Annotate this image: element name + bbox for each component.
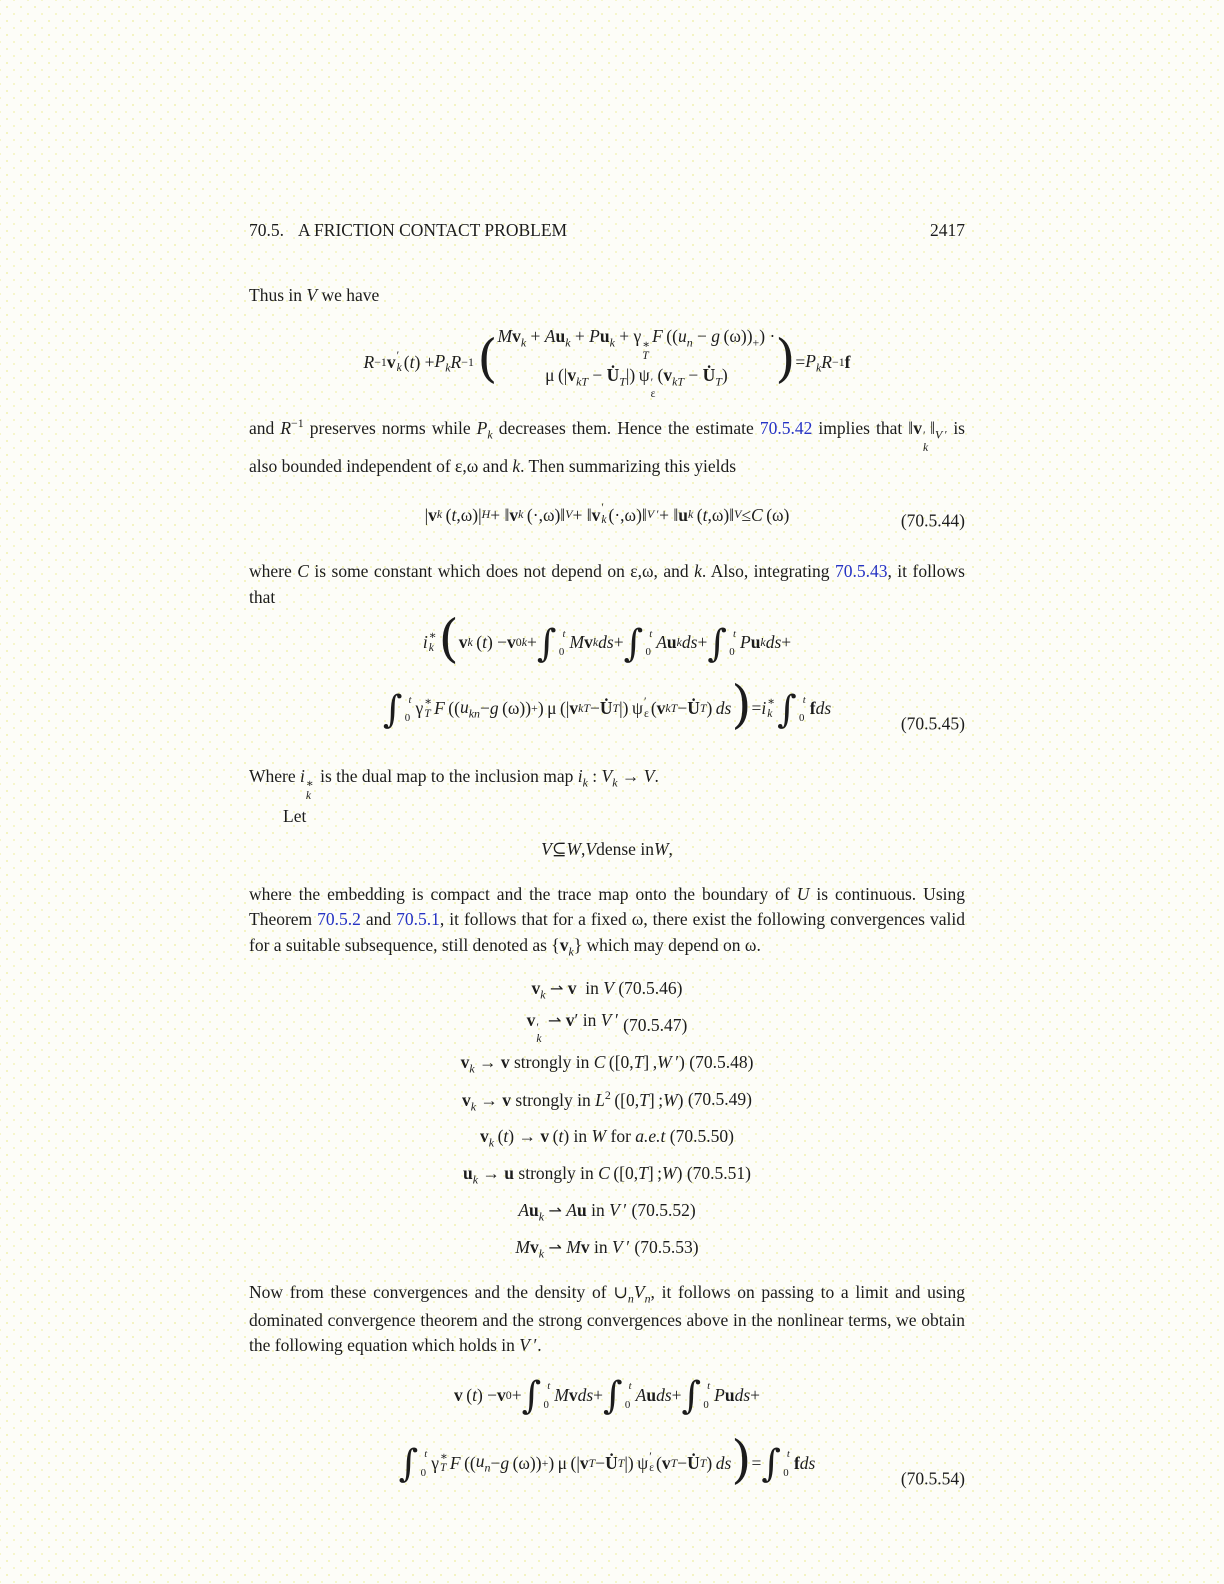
text-segment: where the embedding is compact and the trace map onto the boundary of U is continuous. Using Theorem <box>249 883 965 930</box>
equation-body: $v_k \to v$ strongly in C ([0,T] ,W ′) <box>460 1052 685 1076</box>
equation-number: (70.5.53) <box>634 1237 699 1258</box>
text-segment: , it follows that for a fixed ω, there exist the following convergences valid for a suitable subsequence, still denoted as $\{v_k\}$ which may depend on ω. <box>249 909 965 959</box>
convergence-row <box>249 1155 965 1192</box>
intro-text: Thus in V we have <box>249 285 380 305</box>
equation-body: V ⊆ W , V dense in W , <box>541 838 673 859</box>
equation-70-5-45-line2 <box>249 675 965 754</box>
page-header <box>249 220 965 241</box>
equation-body: v ( t ) − v 0 + ∫ t 0 M v ds + ∫ t 0 A u ds + ∫ t 0 P u ds + <box>453 1373 760 1418</box>
convergence-row <box>249 1081 965 1118</box>
text-segment: , it follows that <box>249 561 965 607</box>
convergence-list <box>249 970 965 1266</box>
equation-number: (70.5.45) <box>900 713 965 734</box>
text-segment: implies that ‖v ′ k $‖_{V '}$ is also bounded independent of ε,ω and k. Then summarizing this yields <box>249 417 965 477</box>
ref-link-70-5-43[interactable]: 70.5.43 <box>834 561 888 582</box>
paragraph-estimate <box>249 415 965 479</box>
equation-body: $Au_k$ ⇀ Au in V ′ <box>518 1200 628 1224</box>
equation-number: (70.5.47) <box>623 1015 688 1036</box>
equation-body: $Mv_k$ ⇀ Mv in V ′ <box>515 1237 631 1261</box>
ref-link-70-5-1[interactable]: 70.5.1 <box>396 909 440 930</box>
paragraph-constant <box>249 559 965 610</box>
convergence-row <box>249 970 965 1007</box>
convergence-row <box>249 1044 965 1081</box>
convergence-row <box>249 1229 965 1266</box>
equation-number: (70.5.46) <box>618 978 683 999</box>
equation-main-unnumbered <box>249 324 965 401</box>
equation-body: $v_k$ (t) → v (t) in W for a.e.t <box>480 1126 666 1150</box>
equation-body: $v_k$ ⇀ v in V <box>531 978 614 1002</box>
equation-number: (70.5.51) <box>686 1163 751 1184</box>
equation-number: (70.5.48) <box>689 1052 754 1073</box>
section-number: 70.5. <box>249 220 284 240</box>
convergence-row <box>249 1118 965 1155</box>
text-column <box>249 220 965 1509</box>
equation-body: ∫ t 0 γ ∗ T F (( $u_{kn}$ − g (ω)) + ) μ (| v kT − U̇ T |) ψ ′ ε ( v kT − U̇ T ) ds ) = i ∗ k ∫ t 0 f ds <box>382 675 832 736</box>
text-segment: and $R^{-1}$ preserves norms while $P_k$ decreases them. Hence the estimate <box>249 415 760 442</box>
paragraph-limit: Now from these convergences and the density of $\cup_nV_n$, it follows on passing to a limit and using dominated convergence theorem and the strong convergences above in the nonlinear terms, we obtain the following equation which holds in V ′. <box>249 1282 965 1356</box>
equation-70-5-44 <box>249 503 965 539</box>
equation-body: | v k ( t ,ω)| H + ‖ v k (·,ω)‖ V + ‖ v ′ k (·,ω)‖ V ′ + ‖ u k ( t ,ω)‖ V ≤ C (ω) <box>424 502 790 526</box>
paragraph-embedding <box>249 882 965 961</box>
equation-number: (70.5.52) <box>631 1200 696 1221</box>
equation-body: i ∗ k ( v k ( t ) − v 0k + ∫ t 0 M v k ds + ∫ t 0 A u k ds + ∫ t 0 P u k ds + <box>422 609 792 670</box>
text-segment: and <box>360 909 397 930</box>
equation-body: ∫ t 0 γ ∗ T F (( $u_n$ − g (ω)) + ) μ (| v T − U̇ T |) ψ ′ ε ( v T − U̇ T ) ds ) = ∫ t 0 f ds <box>398 1429 816 1490</box>
let-text: Let <box>283 806 307 827</box>
convergence-row <box>249 1007 965 1044</box>
text-segment: where C is some constant which does not depend on ε,ω, and k. Also, integrating <box>249 561 835 582</box>
equation-number: (70.5.50) <box>669 1126 734 1147</box>
running-title: A FRICTION CONTACT PROBLEM <box>298 220 568 240</box>
equation-number: (70.5.49) <box>687 1089 752 1110</box>
equation-body: $v_k \to v$ strongly in $L^2$ ([0,T] ;W) <box>462 1087 684 1114</box>
equation-body: $u_k \to u$ strongly in C ([0,T] ;W) <box>463 1163 683 1187</box>
equation-70-5-54-line1 <box>249 1373 965 1437</box>
paragraph-dual-map: Where i ∗ k is the dual map to the inclusion map $i_k$ : $V_k \to V$. <box>249 766 659 802</box>
convergence-row <box>249 1192 965 1229</box>
equation-70-5-54-line2 <box>249 1429 965 1509</box>
ref-link-70-5-2[interactable]: 70.5.2 <box>317 909 361 930</box>
ref-link-70-5-42[interactable]: 70.5.42 <box>759 417 813 438</box>
page-number: 2417 <box>930 220 965 240</box>
equation-70-5-45-line1 <box>249 609 965 684</box>
equation-body: v ′ k ⇀ v′ in V ′ <box>526 1009 619 1046</box>
equation-number: (70.5.54) <box>900 1468 965 1489</box>
equation-number: (70.5.44) <box>900 511 965 532</box>
equation-v-subset-w <box>249 838 965 866</box>
equation-body: R −1 v ′ k ( t ) + $P_k$ R −1 ( $Mv_k + Au_k + Pu_k + \gamma$ ∗ T F (($u_n - g$ $(\omega))_+$) · μ ($|v_{kT}$ − $U̇_T|$) ψ ′ ε ($v_{kT}$ − $U̇_T$) ) = $P_k$ R −1 f <box>363 326 851 401</box>
